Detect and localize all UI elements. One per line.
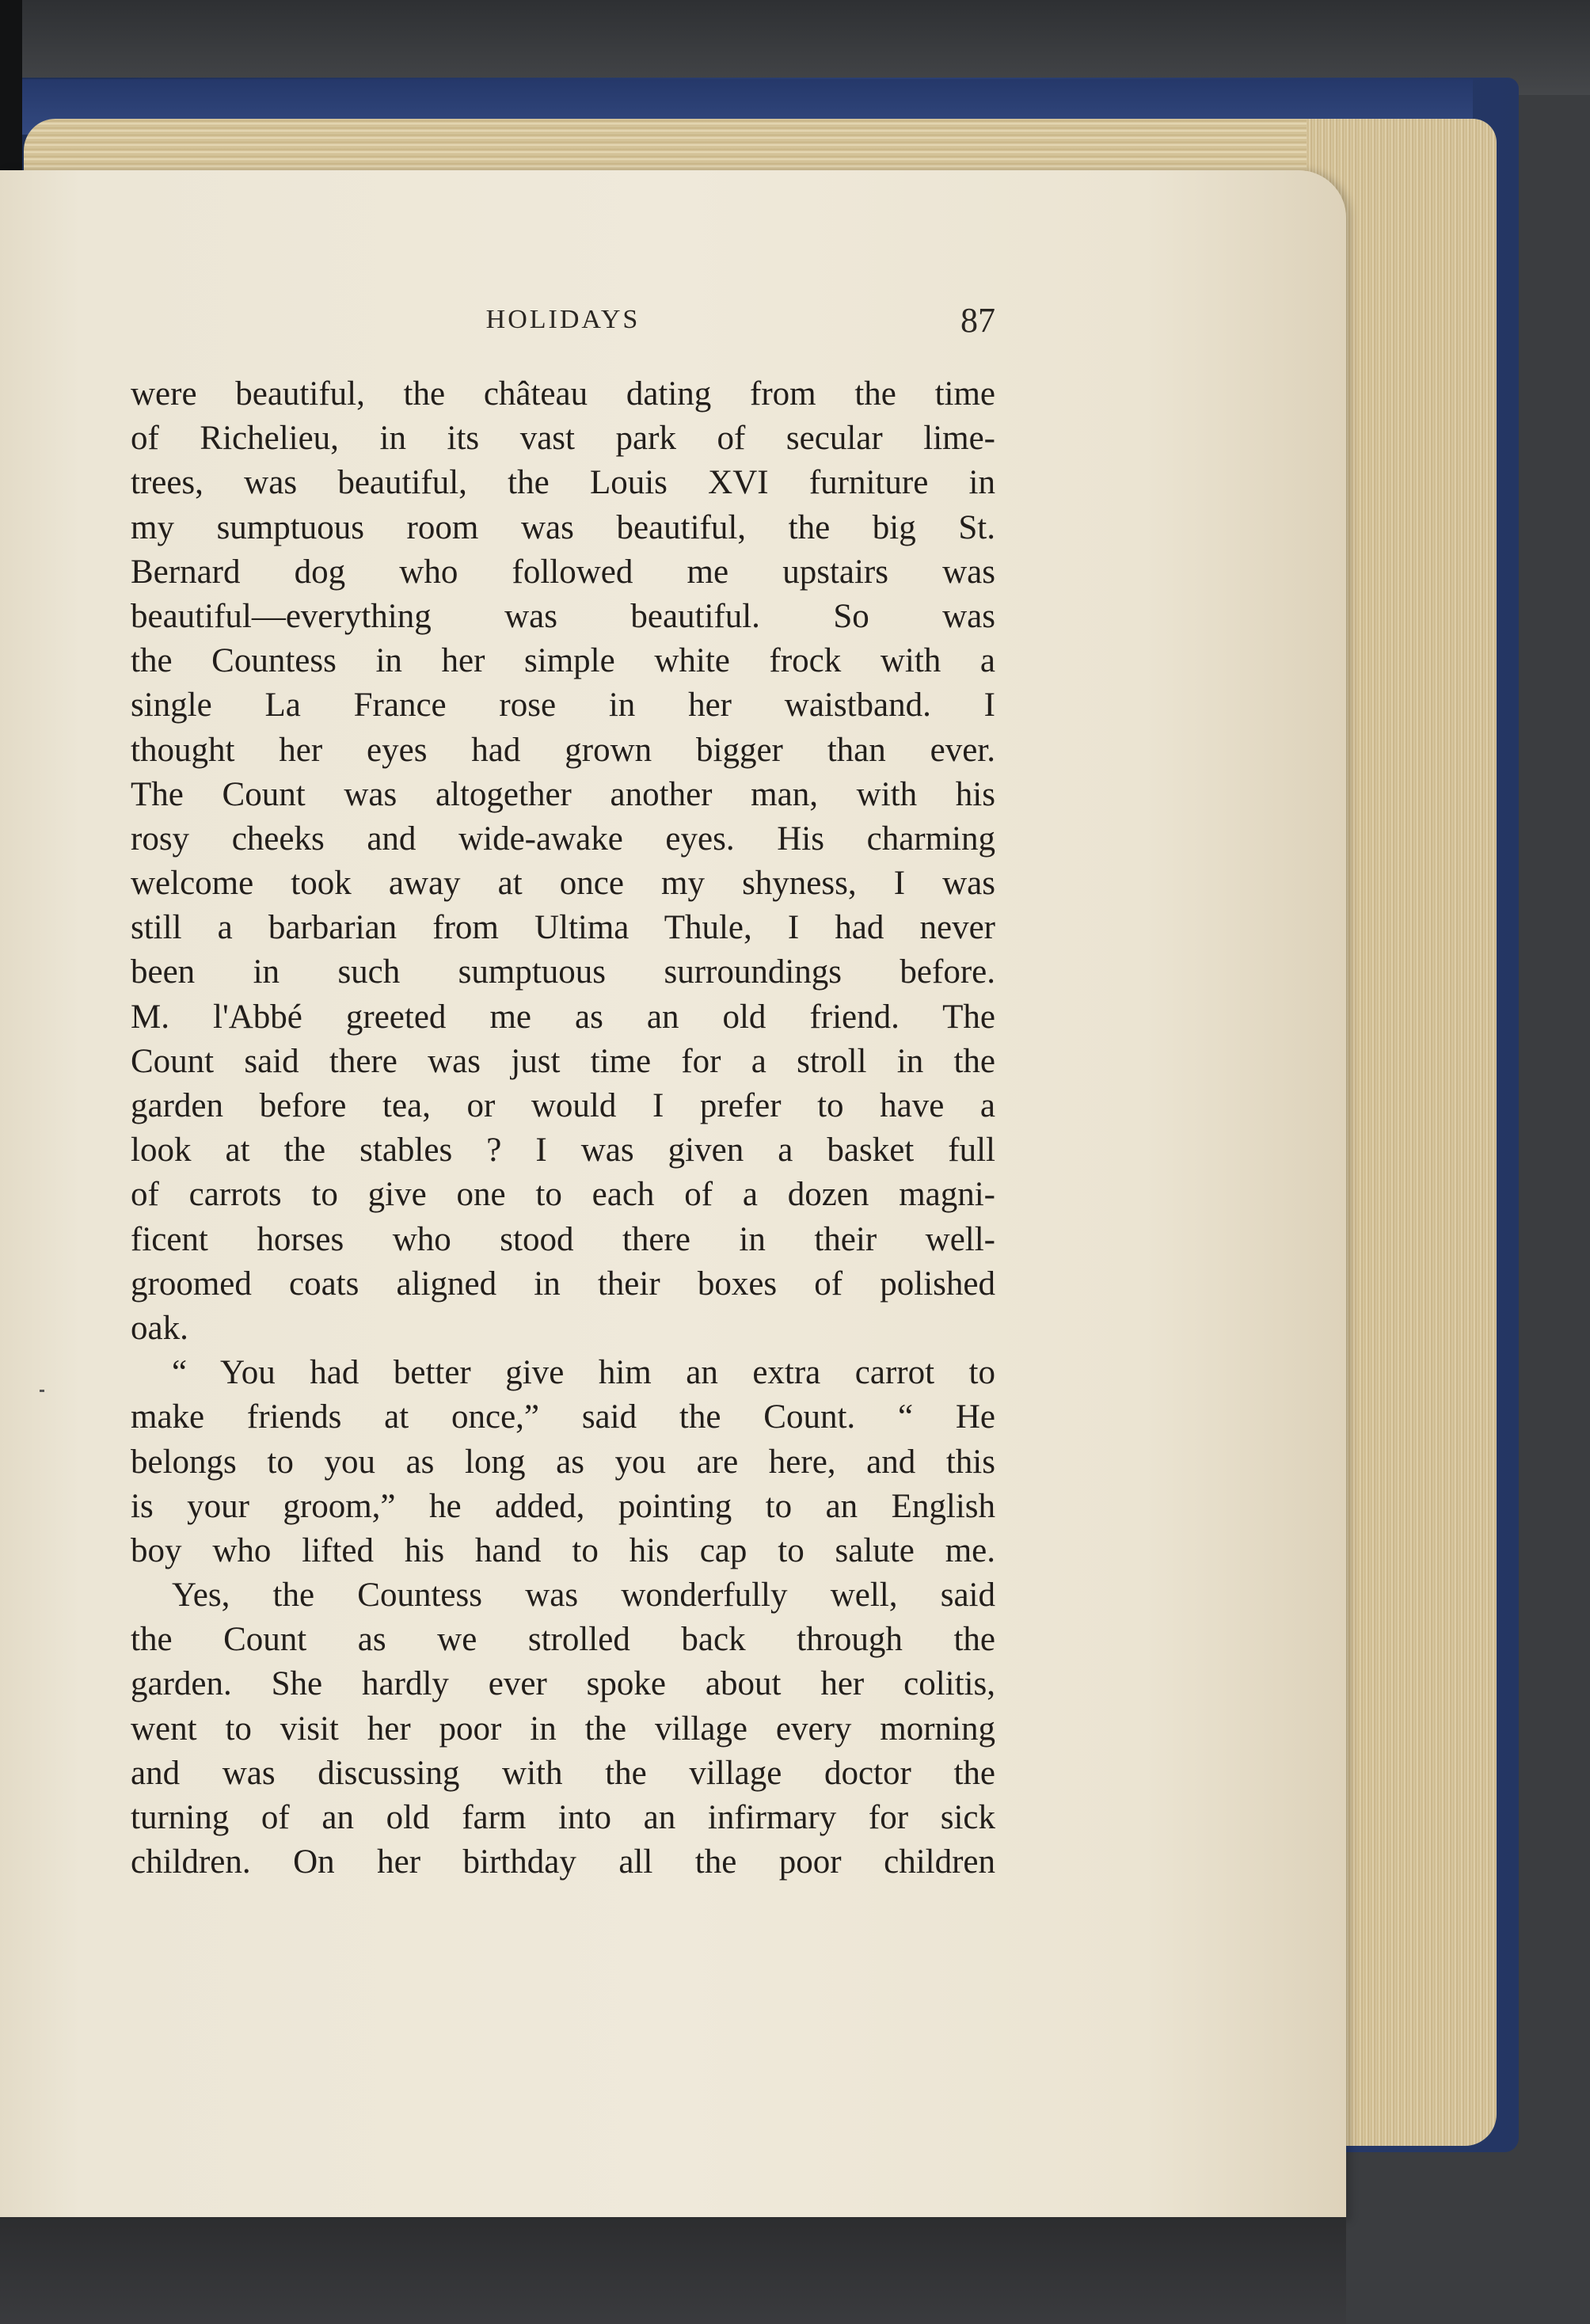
text-line: and was discussing with the village doctor the bbox=[131, 1754, 995, 1792]
text-line: rosy cheeks and wide-awake eyes. His charming bbox=[131, 820, 995, 858]
bottom-background bbox=[0, 2217, 1346, 2324]
text-line: thought her eyes had grown bigger than ever. bbox=[131, 731, 995, 769]
text-line: look at the stables ? I was given a basket full bbox=[131, 1132, 995, 1170]
text-line: boy who lifted his hand to his cap to salute me. bbox=[131, 1531, 995, 1569]
text-line: is your groom,” he added, pointing to an English bbox=[131, 1487, 995, 1525]
text-line: trees, was beautiful, the Louis XVI furniture in bbox=[131, 464, 995, 502]
text-line: the Count as we strolled back through the bbox=[131, 1621, 995, 1659]
text-line: the Countess in her simple white frock with a bbox=[131, 642, 995, 680]
text-line: Yes, the Countess was wonderfully well, said bbox=[172, 1577, 995, 1615]
text-line: turning of an old farm into an infirmary for sick bbox=[131, 1799, 995, 1836]
page-number: 87 bbox=[960, 301, 995, 340]
text-line: been in such sumptuous surroundings before. bbox=[131, 953, 995, 991]
margin-mark bbox=[40, 1390, 44, 1392]
text-line: of Richelieu, in its vast park of secular lime- bbox=[131, 420, 995, 458]
text-line: my sumptuous room was beautiful, the big St. bbox=[131, 508, 995, 546]
text-line: were beautiful, the château dating from the time bbox=[131, 375, 995, 413]
text-line: belongs to you as long as you are here, and this bbox=[131, 1443, 995, 1481]
text-line: ficent horses who stood there in their well- bbox=[131, 1220, 995, 1258]
text-line: welcome took away at once my shyness, I was bbox=[131, 865, 995, 903]
text-line: went to visit her poor in the village every morning bbox=[131, 1710, 995, 1748]
text-line: garden before tea, or would I prefer to have a bbox=[131, 1087, 995, 1124]
text-line: Count said there was just time for a stroll in the bbox=[131, 1042, 995, 1080]
text-line: still a barbarian from Ultima Thule, I had never bbox=[131, 909, 995, 947]
text-line: beautiful—everything was beautiful. So was bbox=[131, 597, 995, 635]
text-line: children. On her birthday all the poor children bbox=[131, 1843, 995, 1881]
running-head-title: HOLIDAYS bbox=[485, 305, 641, 334]
text-line: The Count was altogether another man, with his bbox=[131, 775, 995, 813]
text-line: single La France rose in her waistband. I bbox=[131, 687, 995, 725]
text-line: groomed coats aligned in their boxes of polished bbox=[131, 1265, 995, 1303]
text-line: M. l'Abbé greeted me as an old friend. The bbox=[131, 998, 995, 1036]
text-line: garden. She hardly ever spoke about her colitis, bbox=[131, 1665, 995, 1703]
text-line: of carrots to give one to each of a dozen magni- bbox=[131, 1176, 995, 1214]
text-line: make friends at once,” said the Count. “ He bbox=[131, 1398, 995, 1436]
running-head bbox=[131, 301, 995, 352]
text-line: oak. bbox=[131, 1309, 188, 1347]
body-text bbox=[131, 372, 995, 1885]
text-line: Bernard dog who followed me upstairs was bbox=[131, 553, 995, 591]
text-line: “ You had better give him an extra carrot to bbox=[172, 1354, 995, 1392]
